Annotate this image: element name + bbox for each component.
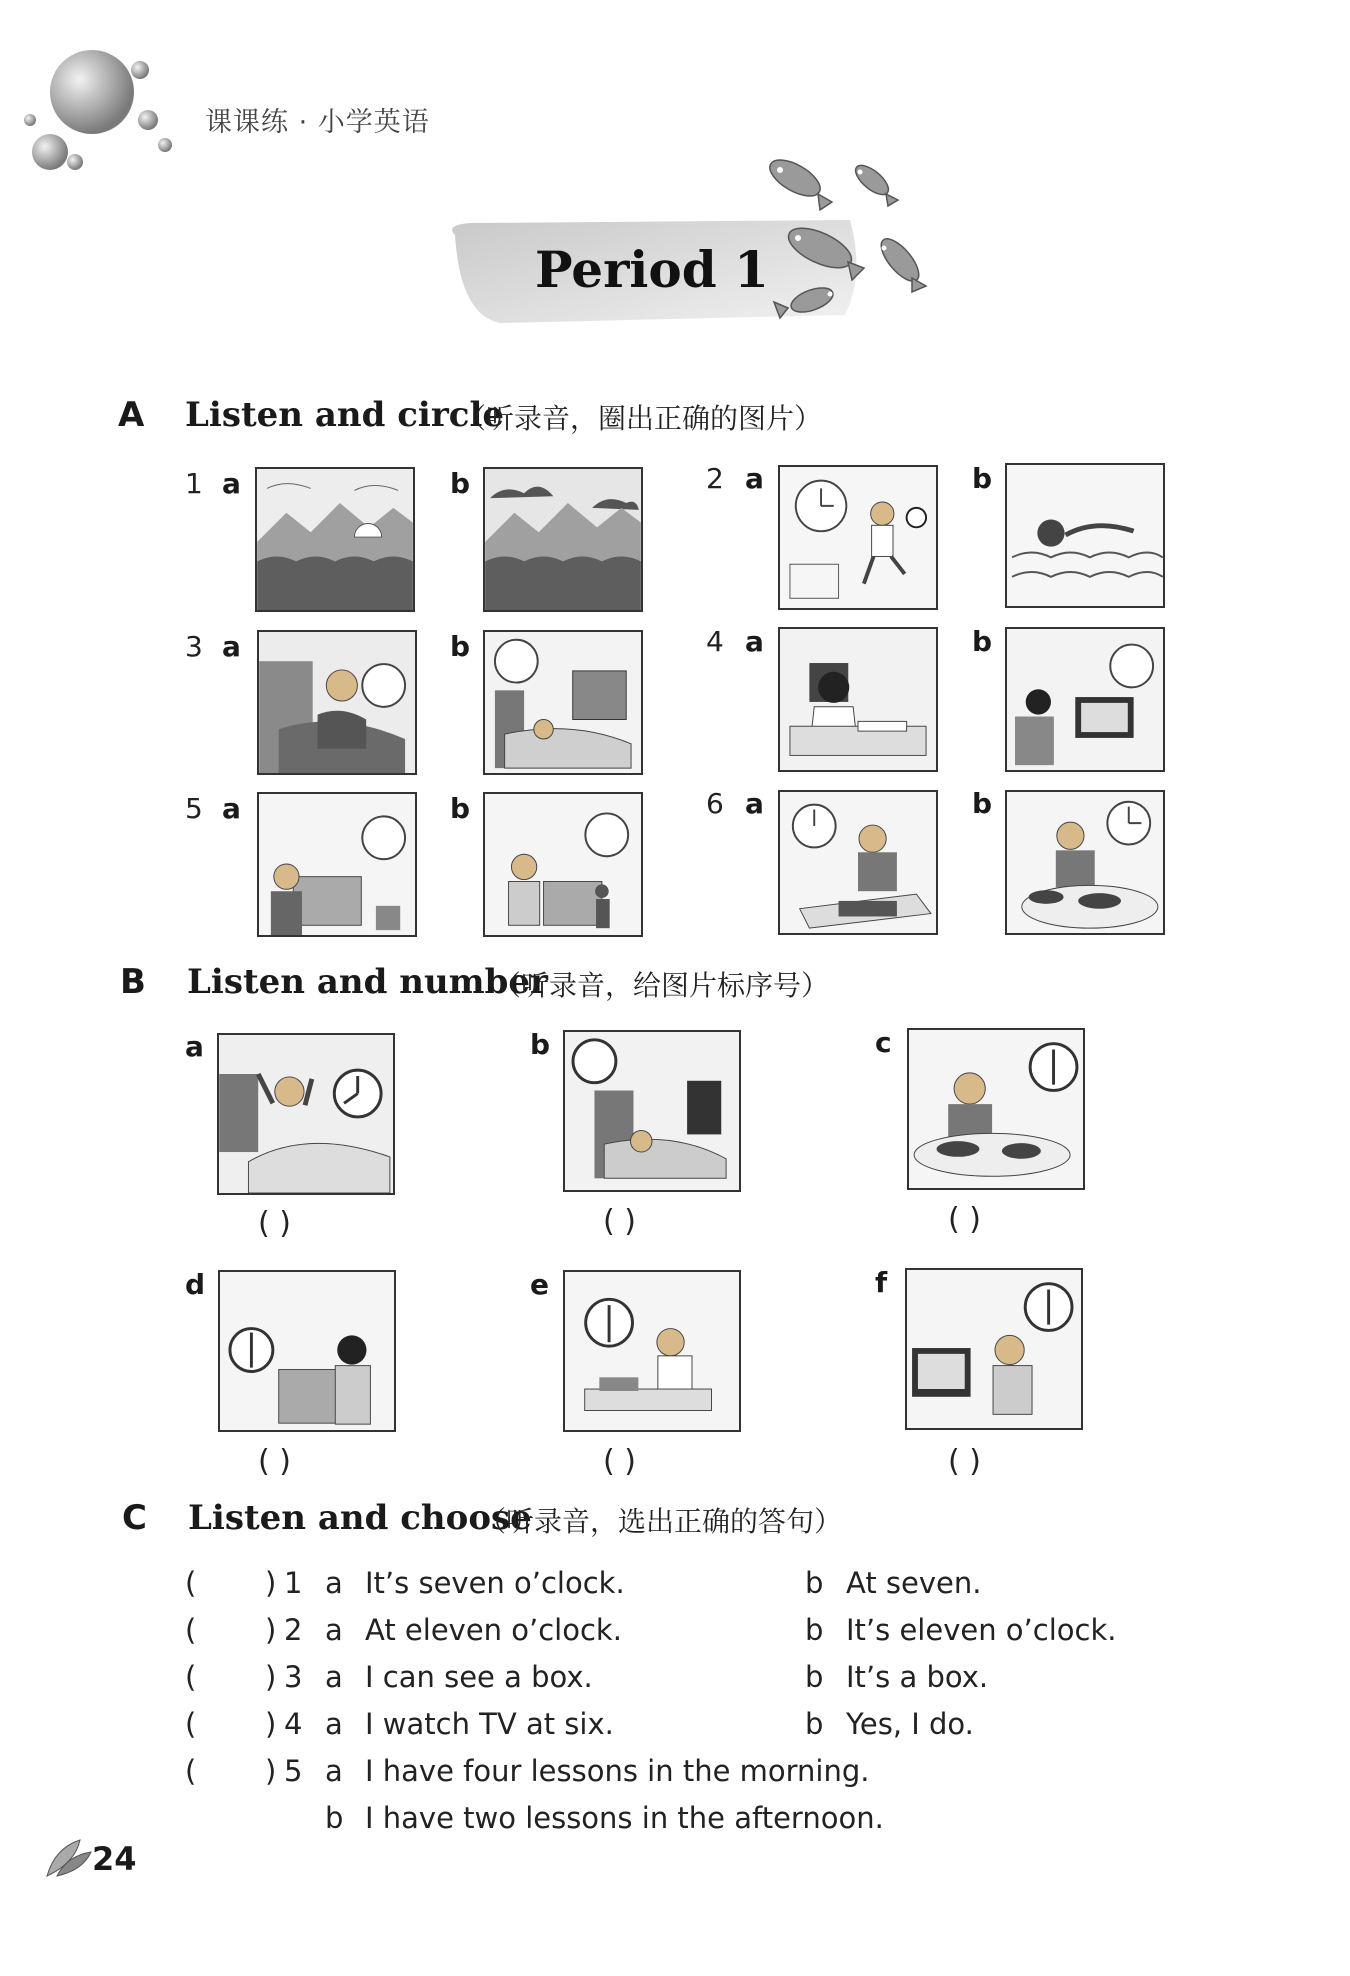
option-label: b [972,625,993,658]
boy-at-school-icon [259,794,415,935]
girl-watching-tv-icon [1007,629,1163,770]
boy-doing-homework-icon [565,1272,739,1430]
option-label: a [222,467,241,500]
bubbles-decoration-icon [20,40,190,180]
option-label: a [325,1754,343,1788]
answer-blank[interactable]: ( [185,1660,197,1694]
question-number: 5 [284,1754,303,1788]
option-a-text: I have four lessons in the morning. [365,1754,870,1788]
picture-4b[interactable] [1005,627,1165,772]
boy-eating-dinner-icon [1007,792,1163,933]
option-b-text: It’s a box. [846,1660,989,1694]
item-number: 5 [185,792,203,825]
picture-b-b[interactable] [563,1030,741,1192]
option-label: b [450,630,471,663]
question-number: 2 [284,1613,303,1647]
option-a-text: At eleven o’clock. [365,1613,622,1647]
series-title: 课课练 · 小学英语 [205,107,430,138]
section-b-title: Listen and number [187,962,548,1002]
girl-watching-tv-icon [907,1270,1081,1428]
section-c-title: Listen and choose [188,1498,532,1538]
option-label: b [805,1613,824,1647]
girl-in-bed-icon [565,1032,739,1190]
option-label: a [325,1613,343,1647]
answer-blank-close: ) [265,1754,277,1788]
item-number: 1 [185,467,203,500]
option-label: b [530,1028,551,1061]
answer-blank-close: ) [265,1613,277,1647]
picture-1a[interactable] [255,467,415,612]
option-label: b [805,1660,824,1694]
answer-blank-close: ) [265,1660,277,1694]
option-label: b [805,1707,824,1741]
answer-blank[interactable]: ( [185,1613,197,1647]
answer-blank[interactable]: ( ) [258,1206,291,1241]
answer-blank[interactable]: ( ) [258,1444,291,1479]
boy-playing-football-icon [780,467,936,608]
option-label: c [875,1026,892,1059]
picture-5a[interactable] [257,792,417,937]
item-number: 2 [706,462,724,495]
boy-getting-up-icon [219,1035,393,1193]
landscape-sunrise-icon [257,469,413,610]
fish-decoration-icon [760,150,930,330]
leaf-decoration-icon [45,1838,95,1878]
option-label: b [805,1566,824,1600]
option-label: a [325,1660,343,1694]
section-c-hint: （听录音，选出正确的答句） [478,1505,843,1538]
girl-having-dinner-icon [909,1030,1083,1188]
boy-eating-lunch-icon [780,792,936,933]
item-number: 6 [706,787,724,820]
option-label: b [450,467,471,500]
picture-1b[interactable] [483,467,643,612]
picture-2b[interactable] [1005,463,1165,608]
picture-5b[interactable] [483,792,643,937]
picture-3a[interactable] [257,630,417,775]
picture-b-d[interactable] [218,1270,396,1432]
answer-blank[interactable]: ( ) [603,1444,636,1479]
boy-going-to-school-icon [485,794,641,935]
answer-blank[interactable]: ( [185,1707,197,1741]
option-label: a [222,792,241,825]
section-a-hint: （听录音，圈出正确的图片） [458,402,823,435]
picture-3b[interactable] [483,630,643,775]
option-label: a [745,787,764,820]
option-a-text: I watch TV at six. [365,1707,614,1741]
answer-blank[interactable]: ( [185,1754,197,1788]
section-c-letter: C [122,1498,147,1538]
option-b-text: It’s eleven o’clock. [846,1613,1117,1647]
picture-6b[interactable] [1005,790,1165,935]
option-label: b [325,1801,344,1835]
girl-sleeping-icon [485,632,641,773]
page-title: Period 1 [535,240,769,299]
option-label: b [972,462,993,495]
girl-doing-homework-icon [780,629,936,770]
option-b-text: I have two lessons in the afternoon. [365,1801,884,1835]
picture-b-e[interactable] [563,1270,741,1432]
item-number: 3 [185,630,203,663]
answer-blank[interactable]: ( [185,1566,197,1600]
answer-blank[interactable]: ( ) [948,1444,981,1479]
question-number: 4 [284,1707,303,1741]
picture-4a[interactable] [778,627,938,772]
girl-going-to-school-icon [220,1272,394,1430]
picture-b-f[interactable] [905,1268,1083,1430]
option-label: a [222,630,241,663]
option-label: e [530,1268,549,1301]
option-label: b [450,792,471,825]
picture-b-c[interactable] [907,1028,1085,1190]
answer-blank-close: ) [265,1707,277,1741]
option-a-text: I can see a box. [365,1660,593,1694]
answer-blank-close: ) [265,1566,277,1600]
section-b-letter: B [120,962,146,1002]
option-a-text: It’s seven o’clock. [365,1566,625,1600]
option-label: a [185,1030,204,1063]
item-number: 4 [706,625,724,658]
option-b-text: Yes, I do. [846,1707,974,1741]
boy-swimming-icon [1007,465,1163,606]
option-label: a [745,625,764,658]
boy-waking-up-icon [259,632,415,773]
option-label: f [875,1266,888,1299]
answer-blank[interactable]: ( ) [603,1204,636,1239]
option-label: d [185,1268,206,1301]
question-number: 3 [284,1660,303,1694]
option-label: a [325,1707,343,1741]
picture-b-a[interactable] [217,1033,395,1195]
picture-2a[interactable] [778,465,938,610]
landscape-cloudy-icon [485,469,641,610]
option-label: a [745,462,764,495]
section-b-hint: （听录音，给图片标序号） [493,969,830,1002]
option-label: b [972,787,993,820]
question-number: 1 [284,1566,303,1600]
option-b-text: At seven. [846,1566,982,1600]
option-label: a [325,1566,343,1600]
picture-6a[interactable] [778,790,938,935]
section-a-letter: A [118,395,145,435]
section-a-title: Listen and circle [185,395,504,435]
answer-blank[interactable]: ( ) [948,1202,981,1237]
page-number: 24 [92,1840,137,1878]
